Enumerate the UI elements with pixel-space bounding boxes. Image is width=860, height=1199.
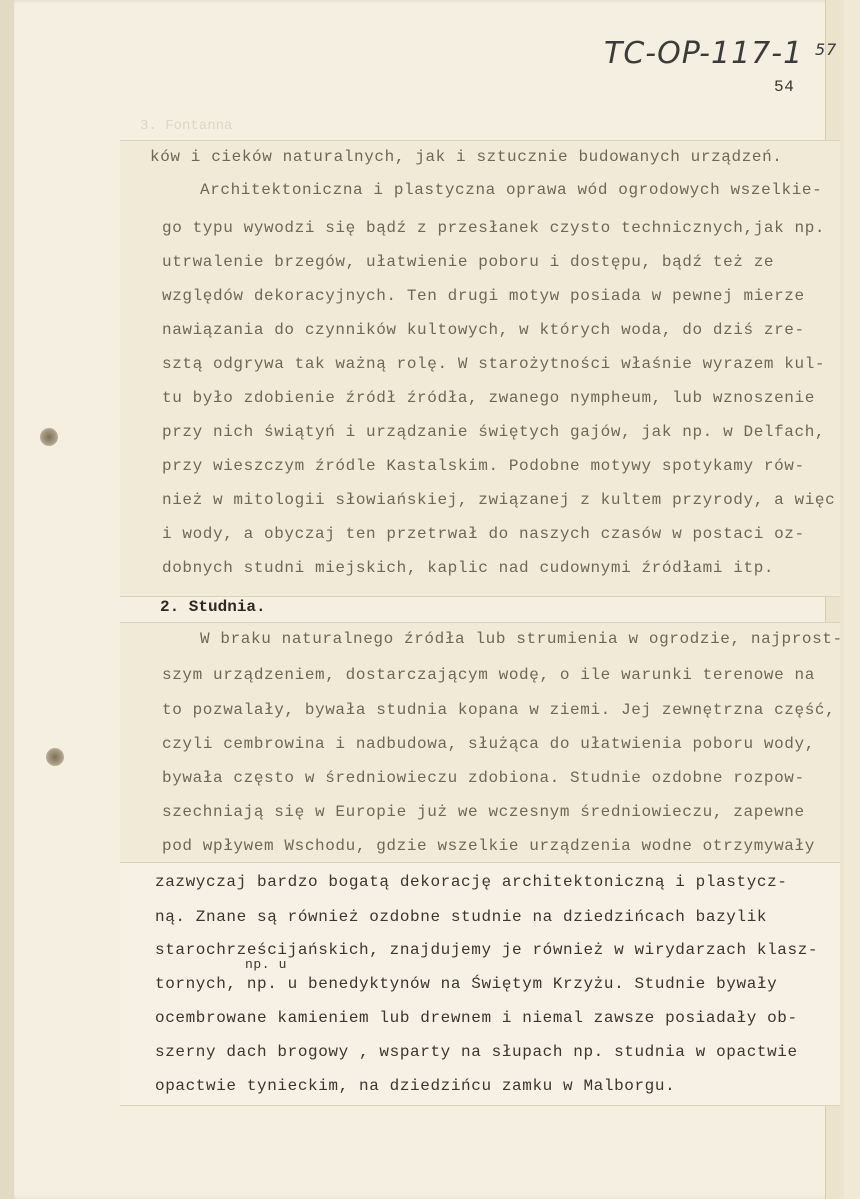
text-line: szerny dach brogowy , wsparty na słupach np. studnia w opactwie — [155, 1043, 798, 1061]
faint-heading: 3. Fontanna — [140, 118, 233, 134]
text-line: czyli cembrowina i nadbudowa, służąca do ułatwienia poboru wody, — [162, 735, 815, 753]
text-line: ków i cieków naturalnych, jak i sztucznie budowanych urządzeń. — [150, 148, 783, 166]
punch-hole-top — [40, 428, 58, 446]
text-line: go typu wywodzi się bądź z przesłanek czysto technicznych,jak np. — [162, 219, 826, 237]
text-line: szechniają się w Europie już we wczesnym średniowieczu, zapewne — [162, 803, 805, 821]
text-line: nawiązania do czynników kultowych, w których woda, do dziś zre- — [162, 321, 805, 339]
archive-reference: TC-OP-117-1 — [604, 36, 804, 71]
page-number-typed: 54 — [774, 78, 795, 96]
text-line: bywała często w średniowieczu zdobiona. Studnie ozdobne rozpow- — [162, 769, 805, 787]
text-line: starochrześcijańskich, znajdujemy je również w wirydarzach klasz- — [155, 941, 819, 959]
text-line: Architektoniczna i plastyczna oprawa wód ogrodowych wszelkie- — [200, 181, 823, 199]
text-line: dobnych studni miejskich, kaplic nad cudownymi źródłami itp. — [162, 559, 775, 577]
text-line: to pozwalały, bywała studnia kopana w ziemi. Jej zewnętrzna część, — [162, 701, 836, 719]
text-line: i wody, a obyczaj ten przetrwał do naszych czasów w postaci oz- — [162, 525, 805, 543]
text-line: nież w mitologii słowiańskiej, związanej z kultem przyrody, a więc — [162, 491, 836, 509]
section-heading: 2. Studnia. — [160, 598, 266, 616]
text-line: utrwalenie brzegów, ułatwienie poboru i dostępu, bądź też ze — [162, 253, 775, 271]
page-number-handwritten: 57 — [815, 40, 838, 59]
text-line: tornych, np. u benedyktynów na Świętym Krzyżu. Studnie bywały — [155, 975, 778, 993]
interlinear-insertion: np. u — [245, 957, 288, 972]
text-line: opactwie tynieckim, na dziedzińcu zamku w Malborgu. — [155, 1077, 676, 1095]
text-line: zazwyczaj bardzo bogatą dekorację architektoniczną i plastycz- — [155, 873, 788, 891]
text-line: pod wpływem Wschodu, gdzie wszelkie urządzenia wodne otrzymywały — [162, 837, 815, 855]
text-line: przy nich świątyń i urządzanie świętych gajów, jak np. w Delfach, — [162, 423, 826, 441]
text-line: sztą odgrywa tak ważną rolę. W starożytności właśnie wyrazem kul- — [162, 355, 826, 373]
text-line: szym urządzeniem, dostarczającym wodę, o ile warunki terenowe na — [162, 666, 815, 684]
text-line: ną. Znane są również ozdobne studnie na dziedzińcach bazylik — [155, 908, 768, 926]
text-line: ocembrowane kamieniem lub drewnem i niemal zawsze posiadały ob- — [155, 1009, 798, 1027]
text-line: tu było zdobienie źródł źródła, zwanego nympheum, lub wznoszenie — [162, 389, 815, 407]
text-line: względów dekoracyjnych. Ten drugi motyw posiada w pewnej mierze — [162, 287, 805, 305]
punch-hole-bottom — [46, 748, 64, 766]
text-line: przy wieszczym źródle Kastalskim. Podobne motywy spotykamy rów- — [162, 457, 805, 475]
text-line: W braku naturalnego źródła lub strumienia w ogrodzie, najprost- — [200, 630, 843, 648]
